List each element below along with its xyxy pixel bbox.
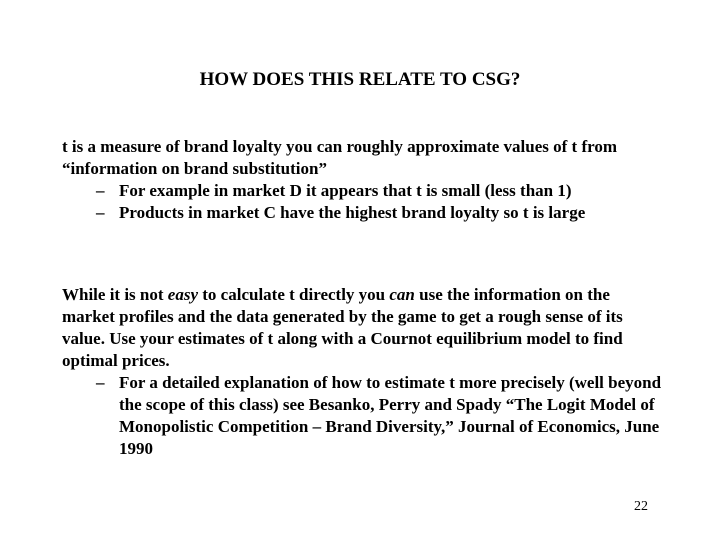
page-number: 22 [634, 499, 648, 514]
paragraph-text: use the information on the market profiles and the data generated by the game to get a rough sense of its value. Use your estimates of t along with a Cournot equilibrium model to find optimal prices. [62, 285, 623, 370]
section-calculation [62, 284, 662, 460]
emphasis-can: can [389, 285, 415, 304]
bullet-text: For a detailed explanation of how to estimate t more precisely (well beyond the scope of this class) see Besanko, Perry and Spady “The Logit Model of Monopolistic Competition – Brand Diversity,” Journal of Economics, June 1990 [119, 373, 662, 458]
bullet-item [62, 372, 662, 460]
bullet-dash: – [96, 181, 105, 200]
bullet-dash: – [96, 373, 105, 392]
bullet-item [62, 180, 662, 202]
emphasis-easy: easy [167, 285, 199, 304]
section-brand-loyalty [62, 136, 662, 224]
bullet-dash: – [96, 203, 105, 222]
paragraph-text: to calculate t directly you [198, 285, 390, 304]
slide-title: HOW DOES THIS RELATE TO CSG? [199, 69, 521, 90]
bullet-item [62, 202, 662, 224]
calculation-paragraph [62, 284, 662, 372]
paragraph-text: While it is not [62, 285, 168, 304]
brand-loyalty-paragraph: t is a measure of brand loyalty you can roughly approximate values of t from “information on brand substitution” [62, 137, 618, 178]
bullet-text: For example in market D it appears that t is small (less than 1) [119, 181, 572, 200]
bullet-text: Products in market C have the highest brand loyalty so t is large [119, 203, 586, 222]
